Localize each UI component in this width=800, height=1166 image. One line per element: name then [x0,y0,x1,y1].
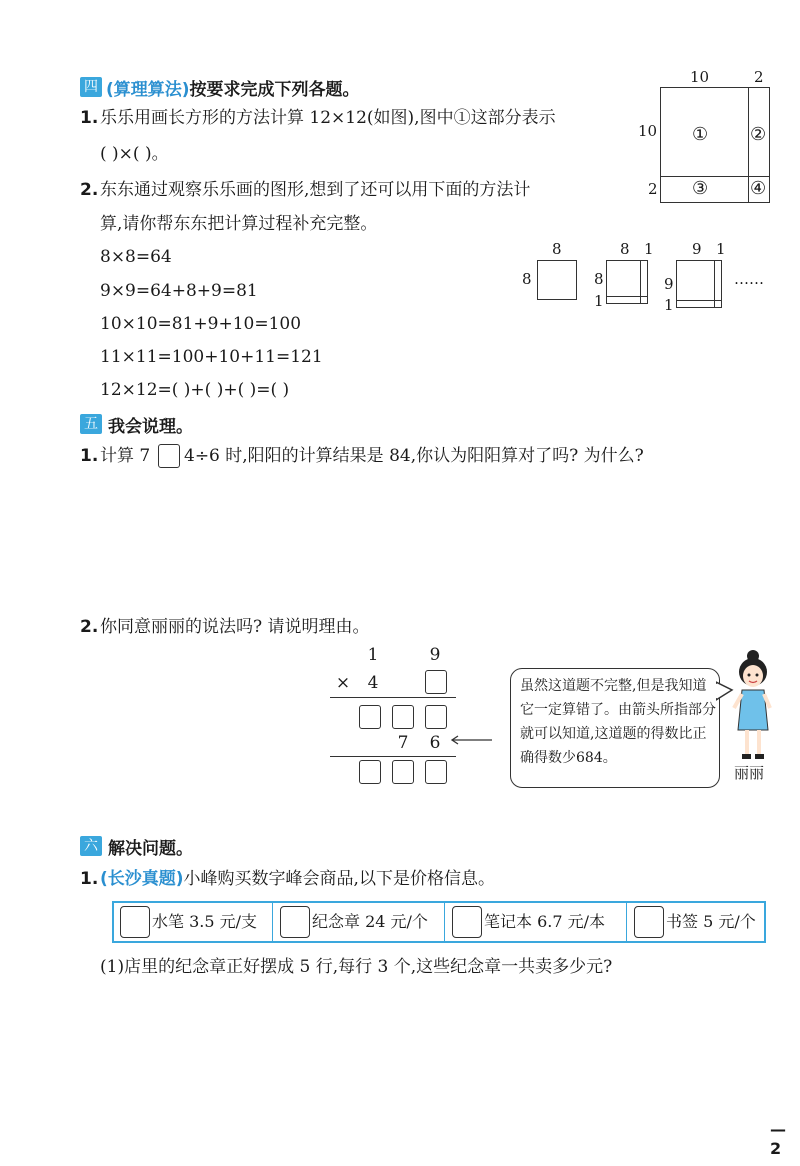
s6-q1-number: 1. [80,869,99,889]
s5-q2-text: 你同意丽丽的说法吗? 请说明理由。 [100,617,370,637]
equation-1: 8×8=64 [100,247,172,267]
sq3-top-a: 9 [692,240,702,258]
mult-box-p2[interactable] [392,705,414,729]
girl-illustration [728,650,778,770]
mult-partial-7: 7 [397,733,409,753]
section-4-heading [106,75,360,100]
section-badge-6: 六 [80,836,102,856]
q1-text: 乐乐用画长方形的方法计算 12×12(如图),图中①这部分表示 [100,108,556,128]
price-divider-2 [444,903,445,941]
q2-text-line2: 算,请你帮东东把计算过程补充完整。 [100,214,378,234]
area-hline [660,176,770,177]
section-6-title: 解决问题。 [108,839,193,859]
sq1-top: 8 [552,240,562,258]
equation-3: 10×10=81+9+10=100 [100,314,302,334]
s5-q1-post: 4÷6 时,阳阳的计算结果是 84,你认为阳阳算对了吗? 为什么? [184,446,644,466]
sq2-side-a: 8 [594,270,604,288]
bubble-text: 虽然这道题不完整,但是我知道它一定算错了。由箭头所指部分就可以知道,这道题的得数比正确得数少684。 [520,678,716,766]
label-top-10: 10 [690,68,710,86]
label-side-10: 10 [638,122,658,140]
price-icon-box-4 [634,906,664,938]
square-8 [537,260,577,300]
section-5-title: 我会说理。 [108,417,193,437]
girl-name: 丽丽 [734,764,765,782]
mult-partial-6: 6 [429,733,441,753]
equation-4: 11×11=100+10+11=121 [100,347,323,367]
price-info-row [112,901,766,943]
region-1: ① [692,124,709,145]
page-number: — 2 [770,1120,786,1158]
mult-line-2 [330,756,456,757]
square-9-hline [606,296,648,297]
region-3: ③ [692,178,709,199]
price-item-bookmark: 书签 5 元/个 [666,912,756,931]
sq2-side-b: 1 [594,292,604,310]
price-divider-1 [272,903,273,941]
section-4-tag: (算理算法) [106,80,190,100]
q1-number: 1. [80,108,99,128]
s6-q1-text: 小峰购买数字峰会商品,以下是价格信息。 [183,869,495,889]
region-2: ② [750,124,767,145]
mult-times: × [335,673,351,693]
square-9-vline [640,260,641,304]
sq3-top-b: 1 [716,240,726,258]
price-icon-box-3 [452,906,482,938]
mult-box-r3[interactable] [425,760,447,784]
mult-box-p3[interactable] [425,705,447,729]
sq1-side: 8 [522,270,532,288]
price-icon-box-2 [280,906,310,938]
label-side-2: 2 [648,180,658,198]
section-4-title: 按要求完成下列各题。 [189,80,360,100]
s5-q1-digit-box[interactable] [158,444,180,468]
equation-5-blank[interactable]: 12×12=( )+( )+( )=( ) [100,380,290,400]
mult-top-1: 1 [367,645,379,665]
arrow-icon [448,734,494,746]
s6-q1-line [100,868,495,890]
sq3-side-a: 9 [664,275,674,293]
sq2-top-b: 1 [644,240,654,258]
section-badge-5: 五 [80,414,102,434]
price-icon-box-1 [120,906,150,938]
sq2-top-a: 8 [620,240,630,258]
q2-number: 2. [80,180,99,200]
s6-sub-question-1: (1)店里的纪念章正好摆成 5 行,每行 3 个,这些纪念章一共卖多少元? [100,957,613,977]
mult-top-9: 9 [429,645,441,665]
area-vline [748,87,749,203]
label-top-2: 2 [754,68,764,86]
square-10-hline [676,300,722,301]
q1-answer-blank[interactable]: ( )×( )。 [100,144,169,164]
mult-4: 4 [367,673,379,693]
ellipsis: …… [734,270,764,288]
s6-q1-tag: (长沙真题) [100,869,184,889]
s5-q1-pre: 计算 7 [100,446,151,466]
s5-q2-number: 2. [80,617,99,637]
section-badge-4: 四 [80,77,102,97]
square-9 [606,260,648,304]
price-item-notebook: 笔记本 6.7 元/本 [484,912,606,931]
mult-line-1 [330,697,456,698]
region-4: ④ [750,178,767,199]
price-item-pen: 水笔 3.5 元/支 [152,912,258,931]
price-divider-3 [626,903,627,941]
mult-box-r1[interactable] [359,760,381,784]
mult-box-r2[interactable] [392,760,414,784]
price-item-badge: 纪念章 24 元/个 [312,912,428,931]
equation-2: 9×9=64+8+9=81 [100,281,258,301]
q2-text-line1: 东东通过观察乐乐画的图形,想到了还可以用下面的方法计 [100,180,531,200]
sq3-side-b: 1 [664,296,674,314]
mult-box-p1[interactable] [359,705,381,729]
mult-box-multiplier[interactable] [425,670,447,694]
s5-q1-number: 1. [80,446,99,466]
